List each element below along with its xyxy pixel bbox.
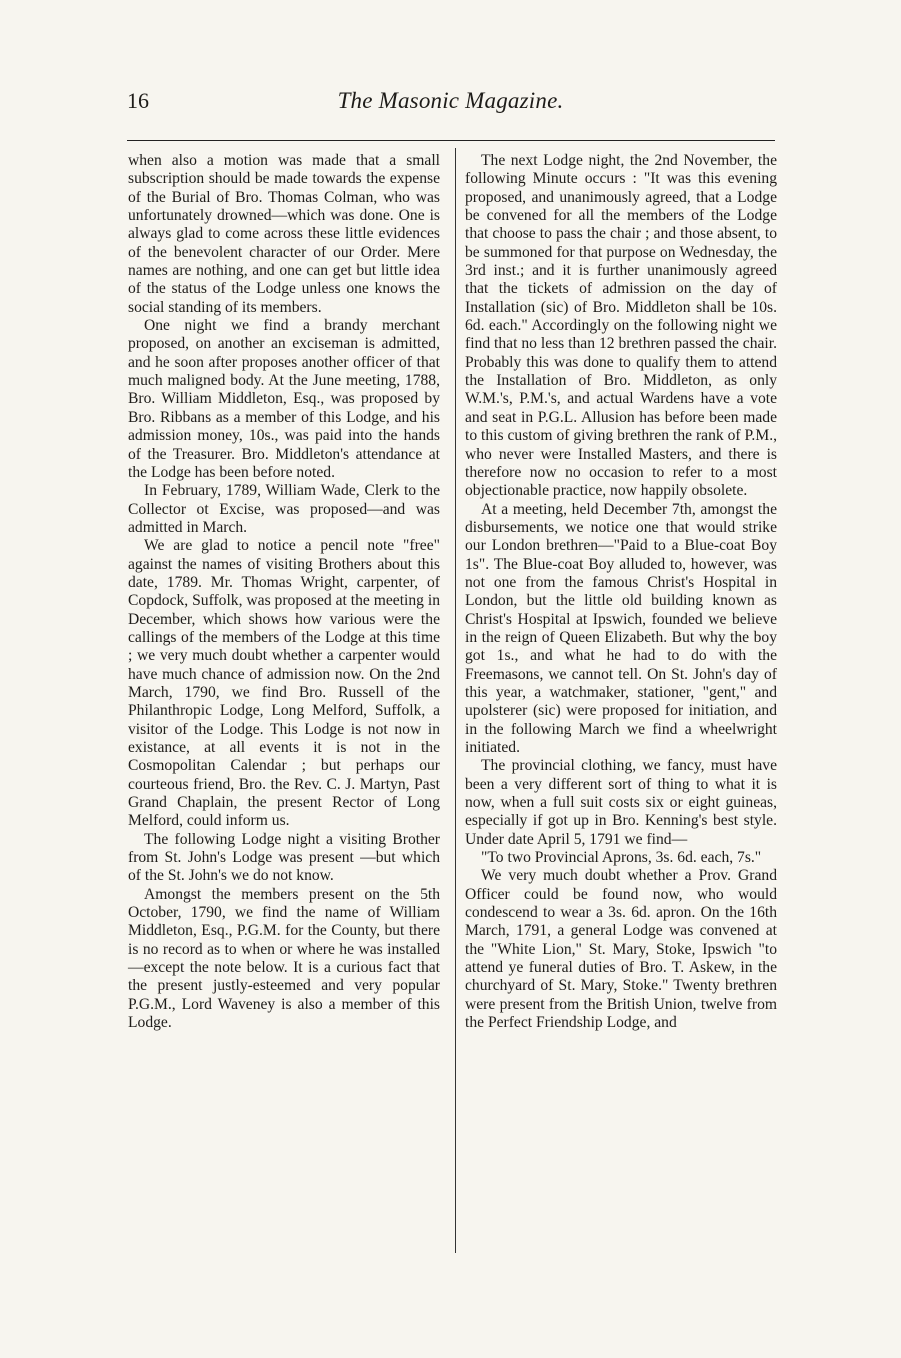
paragraph: At a meeting, held December 7th, amongst the disbursements, we notice one that would strike our London brethren—"Paid to a Blue-coat Boy 1s". The Blue-coat Boy alluded to, however, was not one from the famous Christ's Hospital in London, but the little old building known as Christ's Hospital at Ipswich, founded we believe in the reign of Queen Elizabeth. But why the boy got 1s., and what he had to do with the Freemasons, we cannot tell. On St. John's day of this year, a watchmaker, stationer, "gent," and upolsterer (sic) were proposed for initiation, and in the following March we find a wheelwright initiated. <box>465 500 777 756</box>
left-column <box>128 152 440 1033</box>
paragraph: One night we find a brandy merchant proposed, on another an exciseman is admitted, and he soon after proposes another officer of that much maligned body. At the June meeting, 1788, Bro. William Middleton, Esq., was proposed by Bro. Ribbans as a member of this Lodge, and his admission money, 10s., was paid into the hands of the Treasurer. Bro. Middleton's attendance at the Lodge has been before noted. <box>128 317 440 481</box>
paragraph: In February, 1789, William Wade, Clerk to the Collector ot Excise, was proposed—and was admitted in March. <box>128 482 440 536</box>
paragraph: The next Lodge night, the 2nd November, the following Minute occurs : "It was this evening proposed, and unanimously agreed, that a Lodge be convened for all the members of the Lodge that choose to pass the chair ; and those absent, to be summoned for that purpose on Wednesday, the 3rd inst.; and it is further unanimously agreed that the tickets of admission on the day of Installation (sic) of Bro. Middleton shall be 10s. 6d. each." Accordingly on the following night we find that no less than 12 brethren passed the chair. Probably this was done to qualify them to attend the Installation of Bro. Middleton, as only W.M.'s, P.M.'s, and actual Wardens have a vote and seat in P.G.L. Allusion has before been made to this custom of giving brethren the rank of P.M., who never were Installed Masters, and there is therefore now no occasion to refer to a most objectionable practice, now happily obsolete. <box>465 152 777 500</box>
header-rule <box>127 140 775 141</box>
paragraph: We very much doubt whether a Prov. Grand Officer could be found now, who would condescend to wear a 3s. 6d. apron. On the 16th March, 1791, a general Lodge was convened at the "White Lion," St. Mary, Stoke, Ipswich "to attend ye funeral duties of Bro. T. Askew, in the churchyard of St. Mary, Stoke." Twenty brethren were present from the British Union, twelve from the Perfect Friendship Lodge, and <box>465 867 777 1032</box>
running-title: The Masonic Magazine. <box>337 88 564 113</box>
paragraph: when also a motion was made that a small subscription should be made towards the expense of the Burial of Bro. Thomas Colman, who was unfortunately drowned—which was done. One is always glad to come across these little evidences of the benevolent character of our Order. Mere names are nothing, and one can get but little idea of the status of the Lodge unless one knows the social standing of its members. <box>128 152 440 316</box>
paragraph: "To two Provincial Aprons, 3s. 6d. each, 7s." <box>481 849 762 867</box>
page-number: 16 <box>127 88 149 113</box>
paragraph: Amongst the members present on the 5th October, 1790, we find the name of William Middleton, Esq., P.G.M. for the County, but there is no record as to when or where he was installed—except the note below. It is a curious fact that the present justly-esteemed and very popular P.G.M., Lord Waveney is also a member of this Lodge. <box>128 885 440 1032</box>
column-divider <box>455 148 456 1253</box>
paragraph: The following Lodge night a visiting Brother from St. John's Lodge was present —but which of the St. John's we do not know. <box>128 830 440 885</box>
paragraph: The provincial clothing, we fancy, must have been a very different sort of thing to what it is now, when a full suit costs six or eight guineas, especially if got up in Bro. Kenning's best style. Under date April 5, 1791 we find— <box>465 757 777 848</box>
paragraph: We are glad to notice a pencil note "free" against the names of visiting Brothers about this date, 1789. Mr. Thomas Wright, carpenter, of Copdock, Suffolk, was proposed at the meeting in December, which shows how various were the callings of the members of the Lodge at this time ; we very much doubt whether a carpenter would have much chance of admission now. On the 2nd March, 1790, we find Bro. Russell of the Philanthropic Lodge, Long Melford, Suffolk, a visitor of the Lodge. This Lodge is not now in existance, at all events it is not in the Cosmopolitan Calendar ; but perhaps our courteous friend, Bro. the Rev. C. J. Martyn, Past Grand Chaplain, the present Rector of Long Melford, could inform us. <box>128 537 440 830</box>
right-column <box>465 152 777 1033</box>
